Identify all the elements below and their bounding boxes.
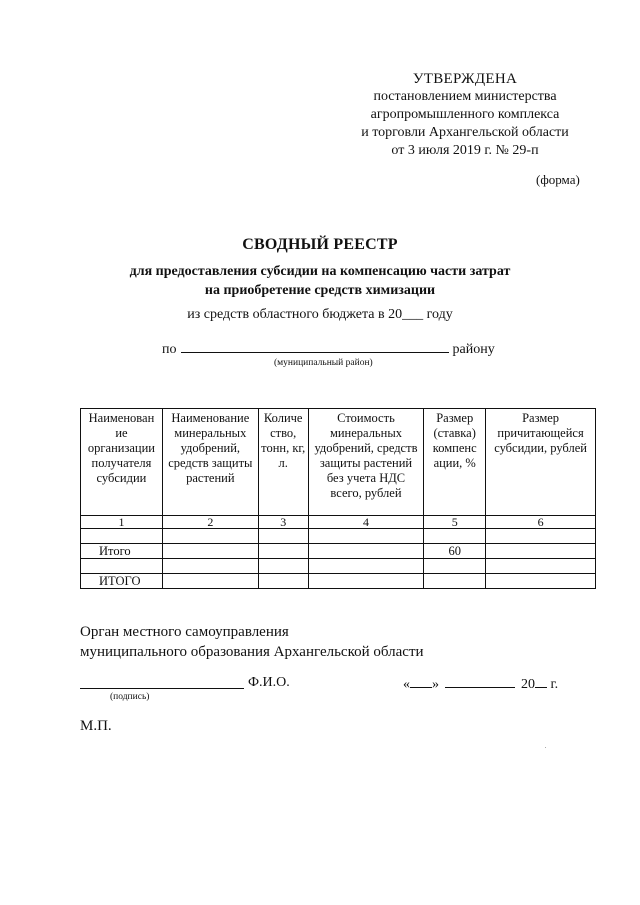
header-organization: Наименован ие организации получателя субсидии (81, 409, 163, 516)
table-cell[interactable] (258, 574, 308, 589)
table-header-row (81, 409, 596, 516)
signature-caption: (подпись) (110, 692, 150, 702)
total-label: ИТОГО (81, 574, 163, 589)
approval-line-4: от 3 июля 2019 г. № 29-п (391, 143, 539, 158)
date-year-field[interactable] (535, 675, 547, 688)
registry-table (80, 408, 596, 589)
table-cell[interactable] (162, 544, 258, 559)
table-number-row (81, 516, 596, 529)
fio-label: Ф.И.О. (248, 675, 290, 690)
table-cell[interactable] (81, 559, 163, 574)
date-day-field[interactable] (410, 675, 432, 688)
table-cell[interactable] (258, 559, 308, 574)
date-line (403, 675, 558, 693)
stamp-label: М.П. (80, 718, 112, 734)
approval-title: УТВЕРЖДЕНА (412, 71, 518, 87)
table-cell[interactable] (486, 574, 596, 589)
form-note: (форма) (536, 172, 580, 187)
table-cell[interactable] (424, 529, 486, 544)
table-cell[interactable] (308, 544, 424, 559)
budget-line: из средств областного бюджета в 20___ году (187, 307, 453, 322)
table-row (81, 529, 596, 544)
subtotal-label: Итого (81, 544, 163, 559)
table-row (81, 559, 596, 574)
table-row-total (81, 574, 596, 589)
column-number: 4 (308, 516, 424, 529)
header-rate: Размер (ставка) компенс ации, % (424, 409, 486, 516)
district-fill-line[interactable] (181, 340, 449, 353)
organ-block (80, 622, 424, 662)
district-caption: (муниципальный район) (274, 358, 373, 368)
organ-line-1: Орган местного самоуправления (80, 624, 289, 640)
table-cell[interactable] (424, 559, 486, 574)
document-title: СВОДНЫЙ РЕЕСТР (242, 236, 398, 253)
column-number: 6 (486, 516, 596, 529)
table-cell[interactable] (424, 574, 486, 589)
date-quote-close: » (432, 677, 439, 692)
column-number: 3 (258, 516, 308, 529)
table-cell[interactable] (258, 544, 308, 559)
table-cell[interactable] (308, 559, 424, 574)
approval-line-2: агропромышленного комплекса (370, 107, 560, 122)
date-month-field[interactable] (445, 675, 515, 688)
table-cell[interactable] (486, 529, 596, 544)
table-cell[interactable] (81, 529, 163, 544)
column-number: 1 (81, 516, 163, 529)
table-row-subtotal (81, 544, 596, 559)
table-cell[interactable] (162, 529, 258, 544)
table-cell[interactable] (486, 559, 596, 574)
date-quote-open: « (403, 677, 410, 692)
table-cell[interactable] (162, 574, 258, 589)
table-cell[interactable] (162, 559, 258, 574)
header-subsidy: Размер причитающейся субсидии, рублей (486, 409, 596, 516)
header-product: Наименование минеральных удобрений, средств защиты растений (162, 409, 258, 516)
approval-line-1: постановлением министерства (373, 89, 557, 104)
table-cell[interactable] (308, 529, 424, 544)
document-subtitle-1: для предоставления субсидии на компенсацию части затрат (129, 264, 511, 279)
date-year-suffix: г. (550, 677, 559, 692)
approval-block (330, 70, 600, 160)
date-year-prefix: 20 (521, 677, 535, 692)
header-cost: Стоимость минеральных удобрений, средств защиты растений без учета НДС всего, рублей (308, 409, 424, 516)
column-number: 2 (162, 516, 258, 529)
column-number: 5 (424, 516, 486, 529)
signature-line[interactable] (80, 674, 244, 689)
district-line (162, 340, 495, 358)
table-cell[interactable] (486, 544, 596, 559)
scan-speck (545, 747, 546, 748)
subtotal-rate: 60 (424, 544, 486, 559)
approval-line-3: и торговли Архангельской области (361, 125, 569, 140)
table-cell[interactable] (308, 574, 424, 589)
document-subtitle-2: на приобретение средств химизации (204, 283, 436, 298)
header-quantity: Количе ство, тонн, кг, л. (258, 409, 308, 516)
district-prefix: по (162, 342, 177, 357)
organ-line-2: муниципального образования Архангельской области (80, 644, 424, 660)
table-cell[interactable] (258, 529, 308, 544)
district-suffix: району (452, 342, 495, 357)
